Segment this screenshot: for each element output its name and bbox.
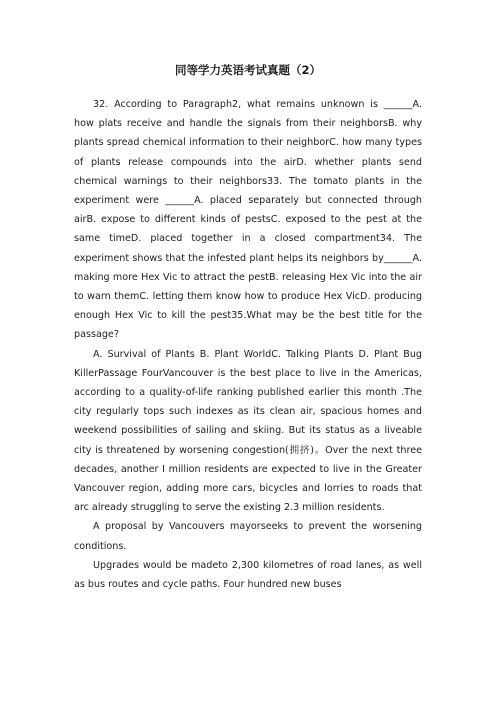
paragraph: 32. According to Paragraph2, what remains unknown is ______A. how plats receive and handle the signals from their neighborsB. why plants spread chemical information to their neighborC. how many types of plants release compounds into the airD. whether plants send chemical warnings to their neighbors33. The tomato plants in the experiment were ______A. placed separately but connected through airB. expose to different kinds of pestsC. exposed to the pest at the same timeD. placed together in a closed compartment34. The experiment shows that the infested plant helps its neighbors by______A. making more Hex Vic to attract the pestB. releasing Hex Vic into the air to warn themC. letting them know how to produce Hex VicD. producing enough Hex Vic to kill the pest35.What may be the best title for the passage? <box>74 99 422 341</box>
document-body <box>74 95 422 594</box>
paragraph: A proposal by Vancouvers mayorseeks to prevent the worsening conditions. <box>74 521 422 552</box>
paragraph: A. Survival of Plants B. Plant WorldC. Talking Plants D. Plant Bug KillerPassage FourVancouver is the best place to live in the Americas, according to a quality-of-life ranking published earlier this month .The city regularly tops such indexes as its clean air, spacious homes and weekend possibilities of sailing and skiing. But its status as a liveable city is threatened by worsening congestion(拥挤)。Over the next three decades, another I million residents are expected to live in the Greater Vancouver region, adding more cars, bicycles and lorries to roads that arc already struggling to serve the existing 2.3 million residents. <box>74 348 422 514</box>
paragraph: Upgrades would be madeto 2,300 kilometres of road lanes, as well as bus routes and cycle paths. Four hundred new buses <box>74 559 422 591</box>
document-title: 同等学力英语考试真题（2） <box>174 63 321 77</box>
